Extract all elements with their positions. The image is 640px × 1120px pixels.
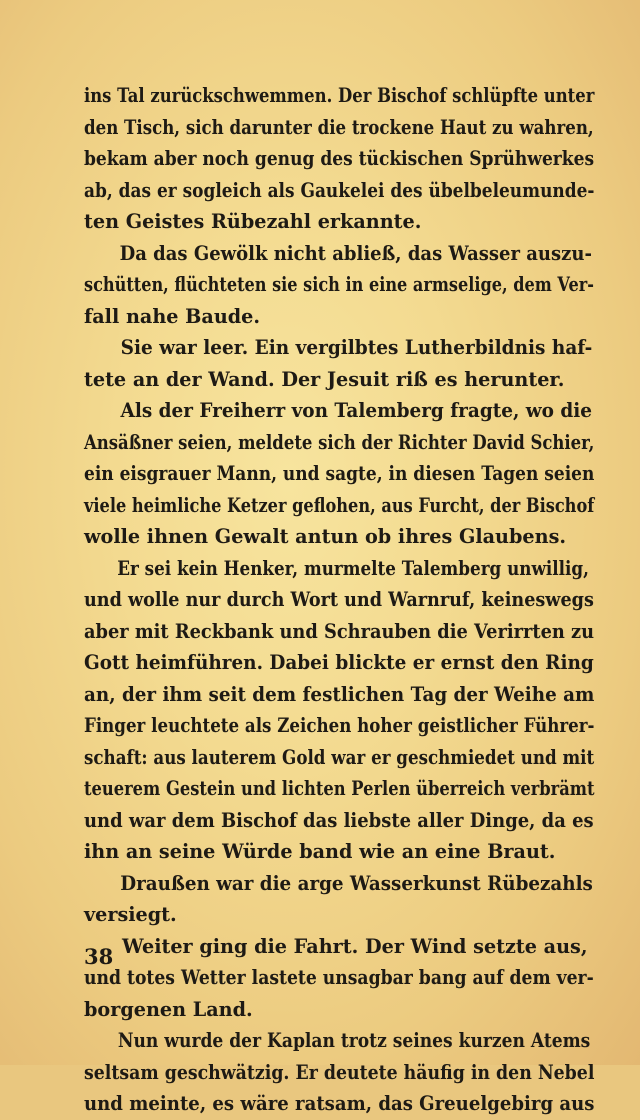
text-line: und meinte, es wäre ratsam, das Greuelgebirg aus <box>84 1092 595 1115</box>
text-line: viele heimliche Ketzer geflohen, aus Furcht, der Bischof <box>84 493 595 517</box>
text-line: Nun wurde der Kaplan trotz seines kurzen Atems <box>117 1029 591 1052</box>
text-line: an, der ihm seit dem festlichen Tag der Weihe am <box>84 682 595 706</box>
text-line: Ansäßner seien, meldete sich der Richter David Schier, <box>84 430 595 454</box>
text-line: fall nahe Baude. <box>84 304 261 328</box>
text-line: aber mit Reckbank und Schrauben die Verirrten zu <box>84 619 595 643</box>
text-line: ins Tal zurückschwemmen. Der Bischof schlüpfte unter <box>84 84 595 107</box>
text-line: Da das Gewölk nicht abließ, das Wasser auszu- <box>119 241 592 265</box>
text-line: teuerem Gestein und lichten Perlen überreich verbrämt <box>84 777 595 800</box>
text-line: Er sei kein Henker, murmelte Talemberg unwillig, <box>117 556 589 580</box>
text-line: seltsam geschwätzig. Er deutete häufig in den Nebel <box>84 1060 595 1084</box>
text-line: Weiter ging die Fahrt. Der Wind setzte aus, <box>122 934 588 958</box>
text-line: Sie war leer. Ein vergilbtes Lutherbildnis haf- <box>120 336 593 359</box>
text-line: bekam aber noch genug des tückischen Sprühwerkes <box>84 147 595 170</box>
page-number: 38 <box>84 944 114 969</box>
text-line: Gott heimführen. Dabei blickte er ernst den Ring <box>84 651 594 674</box>
text-line: tete an der Wand. Der Jesuit riß es herunter. <box>84 367 565 391</box>
text-line: schaft: aus lauterem Gold war er geschmiedet und mit <box>84 745 595 769</box>
text-line: versiegt. <box>84 903 177 926</box>
text-line: den Tisch, sich darunter die trockene Haut zu wahren, <box>84 115 594 139</box>
text-line: wolle ihnen Gewalt antun ob ihres Glaubens. <box>84 525 567 548</box>
text-line: ab, das er sogleich als Gaukelei des übelbeleumunde- <box>84 178 595 202</box>
text-line: borgenen Land. <box>84 997 253 1021</box>
text-line: schütten, flüchteten sie sich in eine armselige, dem Ver- <box>84 273 594 296</box>
text-line: ihn an seine Würde band wie an eine Braut. <box>84 840 556 863</box>
text-line: ten Geistes Rübezahl erkannte. <box>84 210 422 233</box>
text-line: Draußen war die arge Wasserkunst Rübezahls <box>120 871 593 895</box>
text-line: und wolle nur durch Wort und Warnruf, keineswegs <box>84 588 594 611</box>
text-line: Finger leuchtete als Zeichen hoher geistlicher Führer- <box>84 714 595 737</box>
text-line: Als der Freiherr von Talemberg fragte, wo die <box>120 399 593 422</box>
page-body-text <box>84 80 594 1120</box>
text-line: und war dem Bischof das liebste aller Dinge, da es <box>84 808 594 832</box>
text-line: und totes Wetter lastete unsagbar bang auf dem ver- <box>84 966 594 989</box>
text-line: ein eisgrauer Mann, und sagte, in diesen Tagen seien <box>84 462 595 485</box>
